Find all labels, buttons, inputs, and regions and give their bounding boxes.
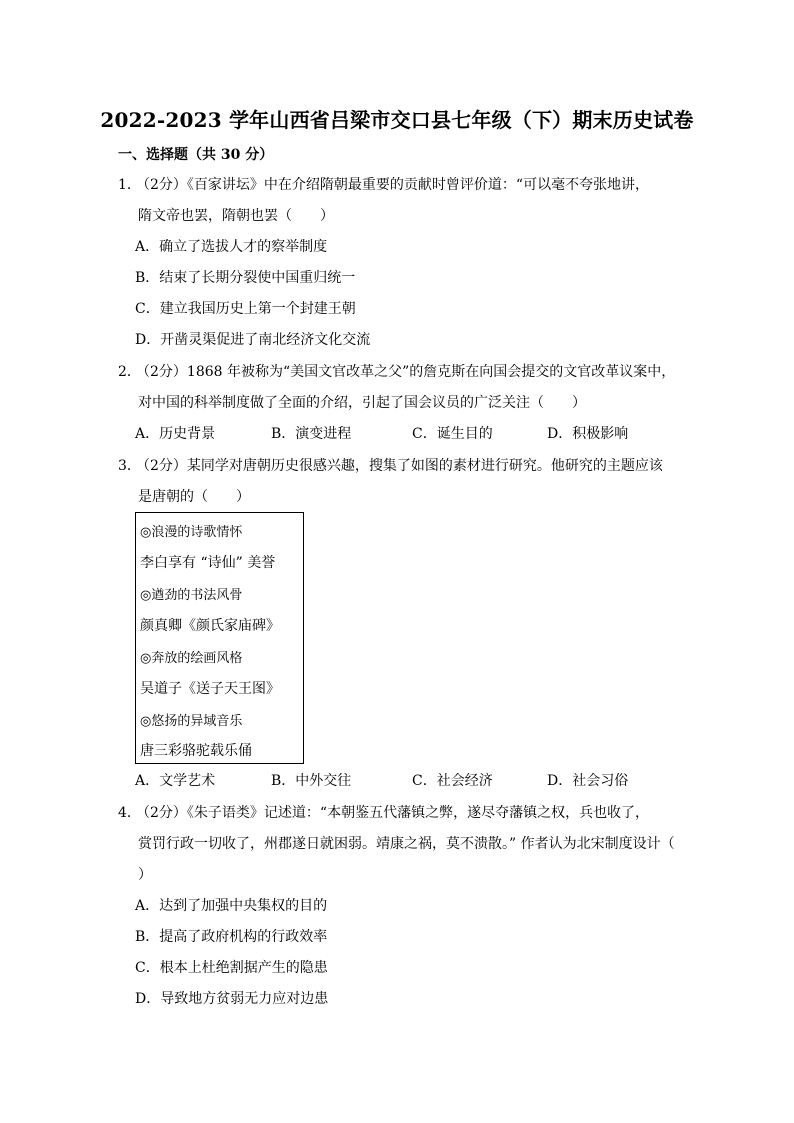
question-number: 2． [118,364,141,380]
option-c: C．根本上杜绝割据产生的隐患 [135,960,328,976]
option-a: A．文学艺术 [135,773,216,789]
question-stem-line: （2分）《朱子语类》记述道：“本朝鉴五代藩镇之弊，遂尽夺藩镇之权，兵也收了， [136,805,650,821]
option-d: D．社会习俗 [547,773,629,789]
question-2 [118,357,678,419]
question-3 [118,451,678,513]
option-a: A．历史背景 [135,426,216,442]
question-stem-line: （2分）1868 年被称为“美国文官改革之父”的詹克斯在向国会提交的文官改革议案中， [136,364,676,380]
question-number: 1． [118,177,141,193]
question-number: 4． [118,805,141,821]
question-number: 3． [118,458,141,474]
option-b: B．提高了政府机构的行政效率 [135,929,328,945]
section-heading: 一、选择题（共 30 分） [118,147,274,163]
page-title: 2022-2023 学年山西省吕梁市交口县七年级（下）期末历史试卷 [100,108,694,132]
material-text: 李白享有 “诗仙” 美誉 [140,555,276,571]
question-stem-line: 对中国的科举制度做了全面的介绍，引起了国会议员的广泛关注（ ） [138,395,586,411]
question-stem-line: 是唐朝的（ ） [138,489,250,505]
material-text: 颜真卿《颜氏家庙碑》 [140,618,280,634]
option-c: C．社会经济 [412,773,493,789]
material-heading: ◎奔放的绘画风格 [140,651,243,666]
question-stem-line: ） [138,867,152,883]
question-1 [118,170,678,232]
question-4 [118,798,678,891]
material-heading: ◎悠扬的异域音乐 [140,714,243,729]
question-stem-line: 赏罚行政一切收了，州郡遂日就困弱。靖康之祸，莫不溃散。” 作者认为北宋制度设计（ [138,836,675,852]
question-stem-line: （2分）某同学对唐朝历史很感兴趣，搜集了如图的素材进行研究。他研究的主题应该 [136,458,663,474]
option-d: D．导致地方贫弱无力应对边患 [135,991,329,1007]
material-heading: ◎浪漫的诗歌情怀 [140,525,243,540]
option-d: D．积极影响 [547,426,629,442]
option-c: C．诞生目的 [412,426,493,442]
question-stem-line: （2分）《百家讲坛》中在介绍隋朝最重要的贡献时曾评价道：“可以毫不夸张地讲， [136,177,650,193]
option-d: D．开凿灵渠促进了南北经济文化交流 [135,332,371,348]
material-heading: ◎遒劲的书法风骨 [140,588,243,603]
option-a: A．达到了加强中央集权的目的 [135,898,328,914]
option-a: A．确立了选拔人才的察举制度 [135,239,328,255]
material-text: 唐三彩骆驼载乐俑 [140,743,252,759]
options-row [135,766,628,797]
option-b: B．结束了长期分裂使中国重归统一 [135,270,356,286]
question-stem-line: 隋文帝也罢，隋朝也罢（ ） [138,208,334,224]
option-b: B．演变进程 [271,426,352,442]
option-c: C．建立我国历史上第一个封建王朝 [135,301,356,317]
options-row [135,419,628,450]
material-box [135,512,304,764]
material-text: 吴道子《送子天王图》 [140,681,280,697]
option-b: B．中外交往 [271,773,352,789]
